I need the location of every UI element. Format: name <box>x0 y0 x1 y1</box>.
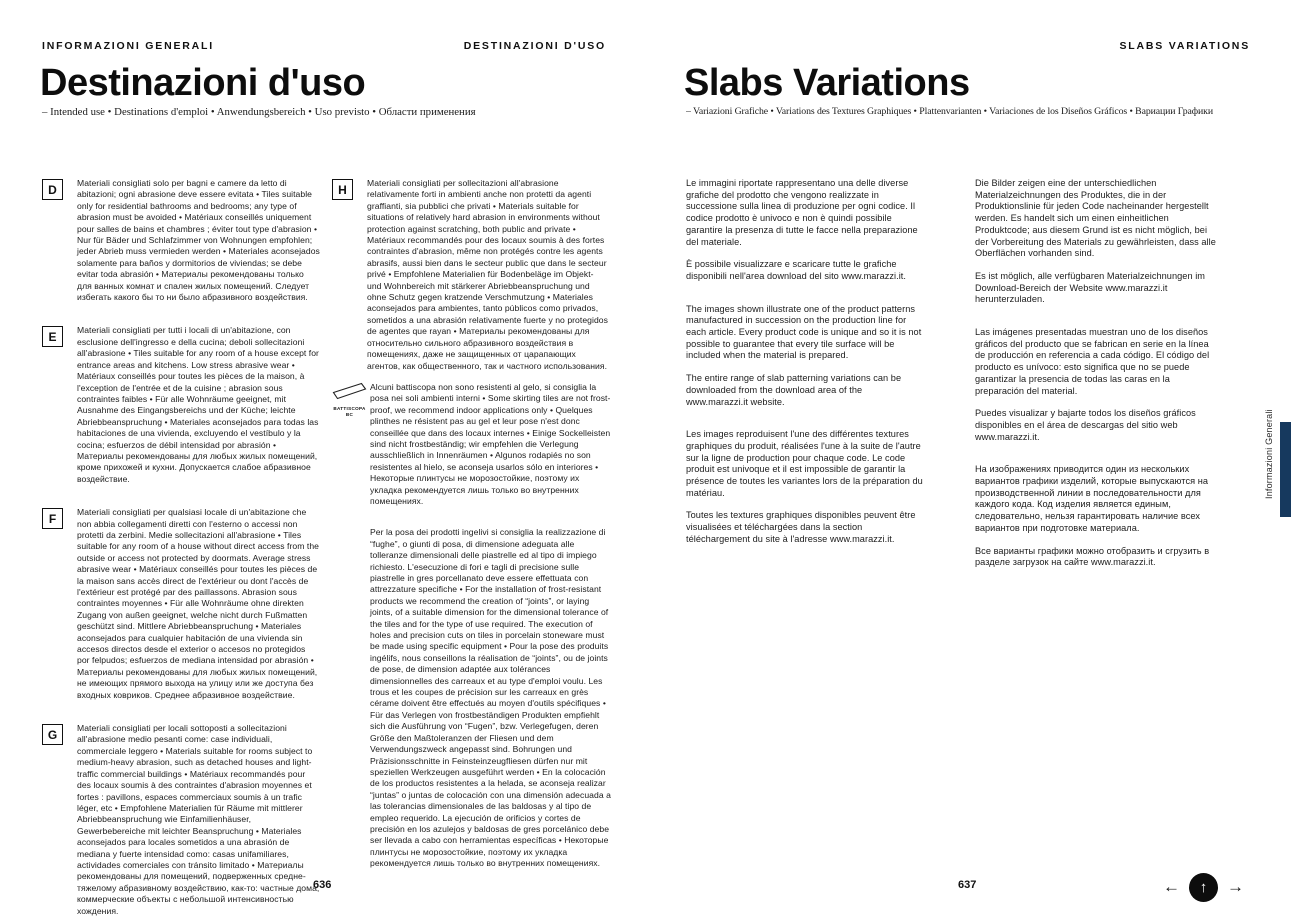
section-text: Materiali consigliati per sollecitazioni all'abrasione relativamente forti in ambienti anche non protetti da agenti graffianti, sia pubblici che privati • Materials suitable for situations of relatively hard abrasion in environments without protection against scratching, both public and private • Matériaux recommandés pour des locaux soumis à des fortes contraintes d'abrasion, même non protégés contre les agents abrasifs, aussi bien dans le secteur public que dans le secteur privé • Empfohlene Materialien für Bodenbeläge im Objekt- und Wohnbereich mit stärkerer Abriebbeanspruchung und ohne Schutz gegen kratzende Verschmutzung • Materiales aconsejados para ambientes, tanto públicos como privados, sometidos a una abrasión relativamente fuerte y no protegidos de agentes que rayan • Материалы рекомендованы для относительно сильного абразивного воздействия в помещениях, даже не защищенных от царапающих агентов, как общественного, так и частного использования. <box>367 178 608 371</box>
scroll-top-button[interactable] <box>1189 873 1218 902</box>
usage-sections-column-2 <box>332 178 614 870</box>
up-arrow-icon: ↑ <box>1199 878 1208 896</box>
left-page-header-label: DESTINAZIONI D'USO <box>463 40 606 52</box>
text-paragraph-russian: На изображениях приводится один из нескольких вариантов графики изделий, которые выпускаются на производственной линии в последовательности для каждого кода. Код изделия является единым, следовательно, нельзя гарантировать наличие всех вариантов при подготовке материала. <box>975 464 1209 533</box>
text-paragraph-spanish: Puedes visualizar y bajarte todos los diseños gráficos disponibles en el área de descargas del sitio web www.marazzi.it. <box>975 408 1196 442</box>
text-paragraph-german: Die Bilder zeigen eine der unterschiedlichen Materialzeichnungen des Produktes, die in der Produktionslinie für jeden Code nacheinander hergestellt werden. Es handelt sich um einen einheitlichen Produktcode; aus diesem Grund ist es nicht möglich, bei der Vorbereitung des Materials zu gewährleisten, dass alle Oberflächen vorhanden sind. <box>975 178 1216 259</box>
footer-navigation <box>1163 871 1244 903</box>
battiscopa-text: Alcuni battiscopa non sono resistenti al gelo, si consiglia la posa nei soli ambienti interni • Some skirting tiles are not frost-proof, we recommend indoor applications only • Quelques plinthes ne résistent pas au gel et leur pose n'est donc conseillée que dans des locaux internes • Einige Sockelleisten sind nicht frostbeständig; wir empfehlen die Verlegung ausschließlich in Innenräumen • Algunos rodapiés no son resistentes al hielo, se aconseja usarlos sólo en interiores • Некоторые плинтусы не морозостойкие, поэтому их укладка рекомендуется лишь только во внутренних помещениях. <box>370 381 611 506</box>
section-text: Materiali consigliati solo per bagni e camere da letto di abitazioni; ogni abrasione deve essere evitata • Tiles suitable only for residential bathrooms and bedrooms; any type of abrasion must be avoided • Matériaux conseillés uniquement pour salles de bains et chambres ; éviter tout type d'abrasion • Nur für Bäder und Schlafzimmer von Wohnungen empfohlen; jeder Abrieb muss vermieden werden • Materiales aconsejados solamente para baños y dormitorios de viviendas; se debe evitar toda abrasión • Материалы рекомендованы только для ванных комнат и спален жилых помещений. Следует избегать какого бы то ни было абразивного воздействия. <box>77 178 320 303</box>
section-letter-box: E <box>42 326 63 347</box>
installation-note: Per la posa dei prodotti ingelivi si consiglia la realizzazione di “fughe”, o giunti di posa, di dimensione adeguata alle tolleranze dimensionali delle piastrelle ed al tipo di impiego richiesto. L'esecuzione di fori e tagli di precisione sulle piastrelle in gres porcellanato deve essere effettuata con attrezzature specifiche • For the installation of frost-resistant products we recommend the creation of “joints”, or laying joints, of a suitable dimension for the dimensional tolerance of the tiles and for the type of use required. The execution of holes and precision cuts on tiles in porcelain stoneware must be made using specific equipment • Pour la pose des produits ingélifs, nous conseillons la réalisation de “joints”, ou de joints de pose, de dimension adaptée aux tolérances dimensionnelles des carreaux et au type d'emploi voulu. Les trous et les coupes de précision sur les carreaux en grès cérame doivent être effectués au moyen d'outils spécifiques • Für das Verlegen von frostbeständigen Produkten empfiehlt sich die Ausführung von “Fugen”, bzw. Verlegefugen, deren Größe den Maßtoleranzen der Fliesen und dem Verwendungszweck angepasst sind. Bohrungen und Präzisionsschnitte in Feinsteinzeugfliesen dürfen nur mit speziellen Werkzeugen ausgeführt werden • En la colocación de los productos resistentes a la helada, se aconseja realizar “juntas” o juntas de colocación con una dimensión adecuada a las tolerancias dimensionales de las baldosas y al tipo de empleo requerido. La ejecución de orificios y cortes de precisión en los azulejos y baldosas de gres porcelánico debe ser llevada a cabo con herramientas específicas • Некоторые плинтусы не морозостойкие, поэтому их укладка рекомендуется лишь только во внутренних помещениях. <box>370 527 611 869</box>
right-page-title: Slabs Variations <box>684 62 970 104</box>
left-page-title: Destinazioni d'uso <box>40 62 366 104</box>
text-paragraph-german: Es ist möglich, alle verfügbaren Materialzeichnungen im Download-Bereich der Website www.marazzi.it herunterzuladen. <box>975 270 1205 305</box>
text-paragraph-french: Les images reproduisent l'une des différentes textures graphiques du produit, réalisées l'une à la suite de l'autre sur la ligne de production pour chaque code. Le code produit est univoque et il est impossible de garantir la présence de toutes les variantes lors de la préparation du matériau. <box>686 429 923 498</box>
prev-page-button[interactable]: ← <box>1163 877 1180 896</box>
page-number-left: 636 <box>313 879 332 891</box>
text-paragraph-french: Toutes les textures graphiques disponibles peuvent être visualisées et téléchargées dans la section téléchargement du site à l'adresse www.marazzi.it. <box>686 510 916 544</box>
battiscopa-label-line2: BC <box>345 411 354 417</box>
text-paragraph-italian: Le immagini riportate rappresentano una delle diverse grafiche del prodotto che vengono realizzate in successione sulla linea di produzione per ogni codice. Il codice prodotto è univoco e non è quindi possibile garantire la presenza di tutte le facce nella preparazione del materiale. <box>686 178 918 247</box>
section-letter-box: D <box>42 179 63 200</box>
text-paragraph-english: The entire range of slab patterning variations can be downloaded from the download area of the www.marazzi.it website. <box>686 373 902 407</box>
section-text: Materiali consigliati per tutti i locali di un'abitazione, con esclusione dell'ingresso e della cucina; deboli sollecitazioni all'abrasione • Tiles suitable for any room of a house except for entrance areas and kitchens. Low stress abrasive wear • Matériaux conseillés pour toutes les pièces de la maison, à l'exception de l'entrée et de la cuisine ; abrasion sous contraintes faibles • Für alle Wohnräume geeignet, mit Ausnahme des Eingangsbereichs und der Küche; leichte Abriebbeanspruchung • Materiales aconsejados para todas las habitaciones de una vivienda, excluyendo el vestíbulo y la cocina; esfuerzos de débil intensidad por abrasión • Материалы рекомендованы для любых жилых помещений, кроме прихожей и кухни. Допускается слабое абразивное воздействие. <box>77 325 319 484</box>
battiscopa-label-line1: BATTISCOPA <box>333 405 366 411</box>
section-text: Materiali consigliati per qualsiasi locale di un'abitazione che non abbia collegamenti diretti con l'esterno o accessi non protetti da zerbini. Medie sollecitazioni all'abrasione • Tiles suitable for any room of a house without direct access from the outside or access not protected by doormats. Average stress abrasive wear • Matériaux conseillés pour toutes les pièces de la maison sans accès direct de l'extérieur ou dont l'accès de l'extérieur est protégé par des paillassons. Abrasion sous contraintes moyennes • Für alle Wohnräume ohne direkten Zugang von außen geeignet, welche nicht durch Fußmatten geschützt sind. Mittlere Abriebbeanspruchung • Materiales aconsejados para cualquier habitación de una vivienda sin accesos directos desde el exterior o accesos no protegidos por felpudos; esfuerzos de mediana intensidad por abrasión • Материалы рекомендованы для любых жилых помещений, не имеющих прямого выхода на улицу или же доступа без входных ковриков. Среднее абразивное воздействие. <box>77 507 319 700</box>
left-page-eyebrow: INFORMAZIONI GENERALI <box>42 40 214 52</box>
battiscopa-icon-block <box>332 382 367 417</box>
side-tab-label: Informazioni Generali <box>1264 409 1274 499</box>
usage-section-d <box>42 178 322 303</box>
usage-section-e <box>42 325 322 485</box>
section-letter-box: H <box>332 179 353 200</box>
section-letter-box: F <box>42 508 63 529</box>
battiscopa-icon-label <box>332 406 367 417</box>
text-paragraph-russian: Все варианты графики можно отобразить и сгрузить в разделе загрузок на сайте www.marazzi.it. <box>975 545 1210 568</box>
battiscopa-note-row <box>332 382 614 507</box>
text-paragraph-italian: È possibile visualizzare e scaricare tutte le grafiche disponibili nell'area download del sito www.marazzi.it. <box>686 259 907 281</box>
usage-section-g <box>42 723 322 917</box>
side-tab-bar <box>1280 422 1291 517</box>
slabs-text-column-2 <box>975 178 1220 569</box>
section-text: Materiali consigliati per locali sottoposti a sollecitazioni all'abrasione medio pesanti come: case individuali, commerciale leggero • Materials suitable for rooms subject to medium-heavy abrasion, such as detached houses and light-traffic commercial buildings • Matériaux recommandés pour des locaux soumis à des contraintes d'abrasion moyennes et fortes : pavillons, espaces commerciaux soumis à un trafic léger, etc • Empfohlene Materialien für Räume mit mittlerer Abriebbeanspruchung wie Einfamilienhäuser, Gewerbebereiche mit leichter Beanspruchung • Materiales aconsejados para locales sometidos a una abrasión de mediana y fuerte intensidad como: casas unifamiliares, actividades comerciales con tránsito limitado • Материалы рекомендованы для помещений, подверженных средне-тяжелому абразивному воздействию, как-то: частные дома, коммерческие объекты с небольшой интенсивностью хождения. <box>77 723 320 916</box>
side-tab-informazioni-generali[interactable] <box>1257 388 1291 520</box>
usage-section-h <box>332 178 614 372</box>
right-page-header-label: SLABS VARIATIONS <box>1119 40 1250 52</box>
text-paragraph-english: The images shown illustrate one of the product patterns manufactured in succession on the production line for each article. Every product code is unique and so it is not possible to guarantee that every tile surface will be included when the material is prepared. <box>686 303 922 361</box>
page-number-right: 637 <box>958 879 977 891</box>
battiscopa-tile-icon <box>332 382 367 401</box>
usage-sections-column-1 <box>42 178 322 917</box>
section-letter-box: G <box>42 724 63 745</box>
next-page-button[interactable]: → <box>1227 877 1244 896</box>
left-page-subtitle: – Intended use • Destinations d'emploi • Anwendungsbereich • Uso previsto • Области применения <box>42 106 476 118</box>
usage-section-f <box>42 507 322 701</box>
text-paragraph-spanish: Las imágenes presentadas muestran uno de los diseños gráficos del producto que se fabrican en serie en la línea de producción en referencia a cada código. El código del producto es unívoco: esto significa que no se puede garantizar la presencia de todas las caras en la preparación del material. <box>975 327 1210 396</box>
right-page-subtitle: – Variazioni Grafiche • Variations des Textures Graphiques • Plattenvarianten • Variaciones de los Diseños Gráficos • Вариации Графики <box>686 106 1213 117</box>
slabs-text-column-1 <box>686 178 923 546</box>
